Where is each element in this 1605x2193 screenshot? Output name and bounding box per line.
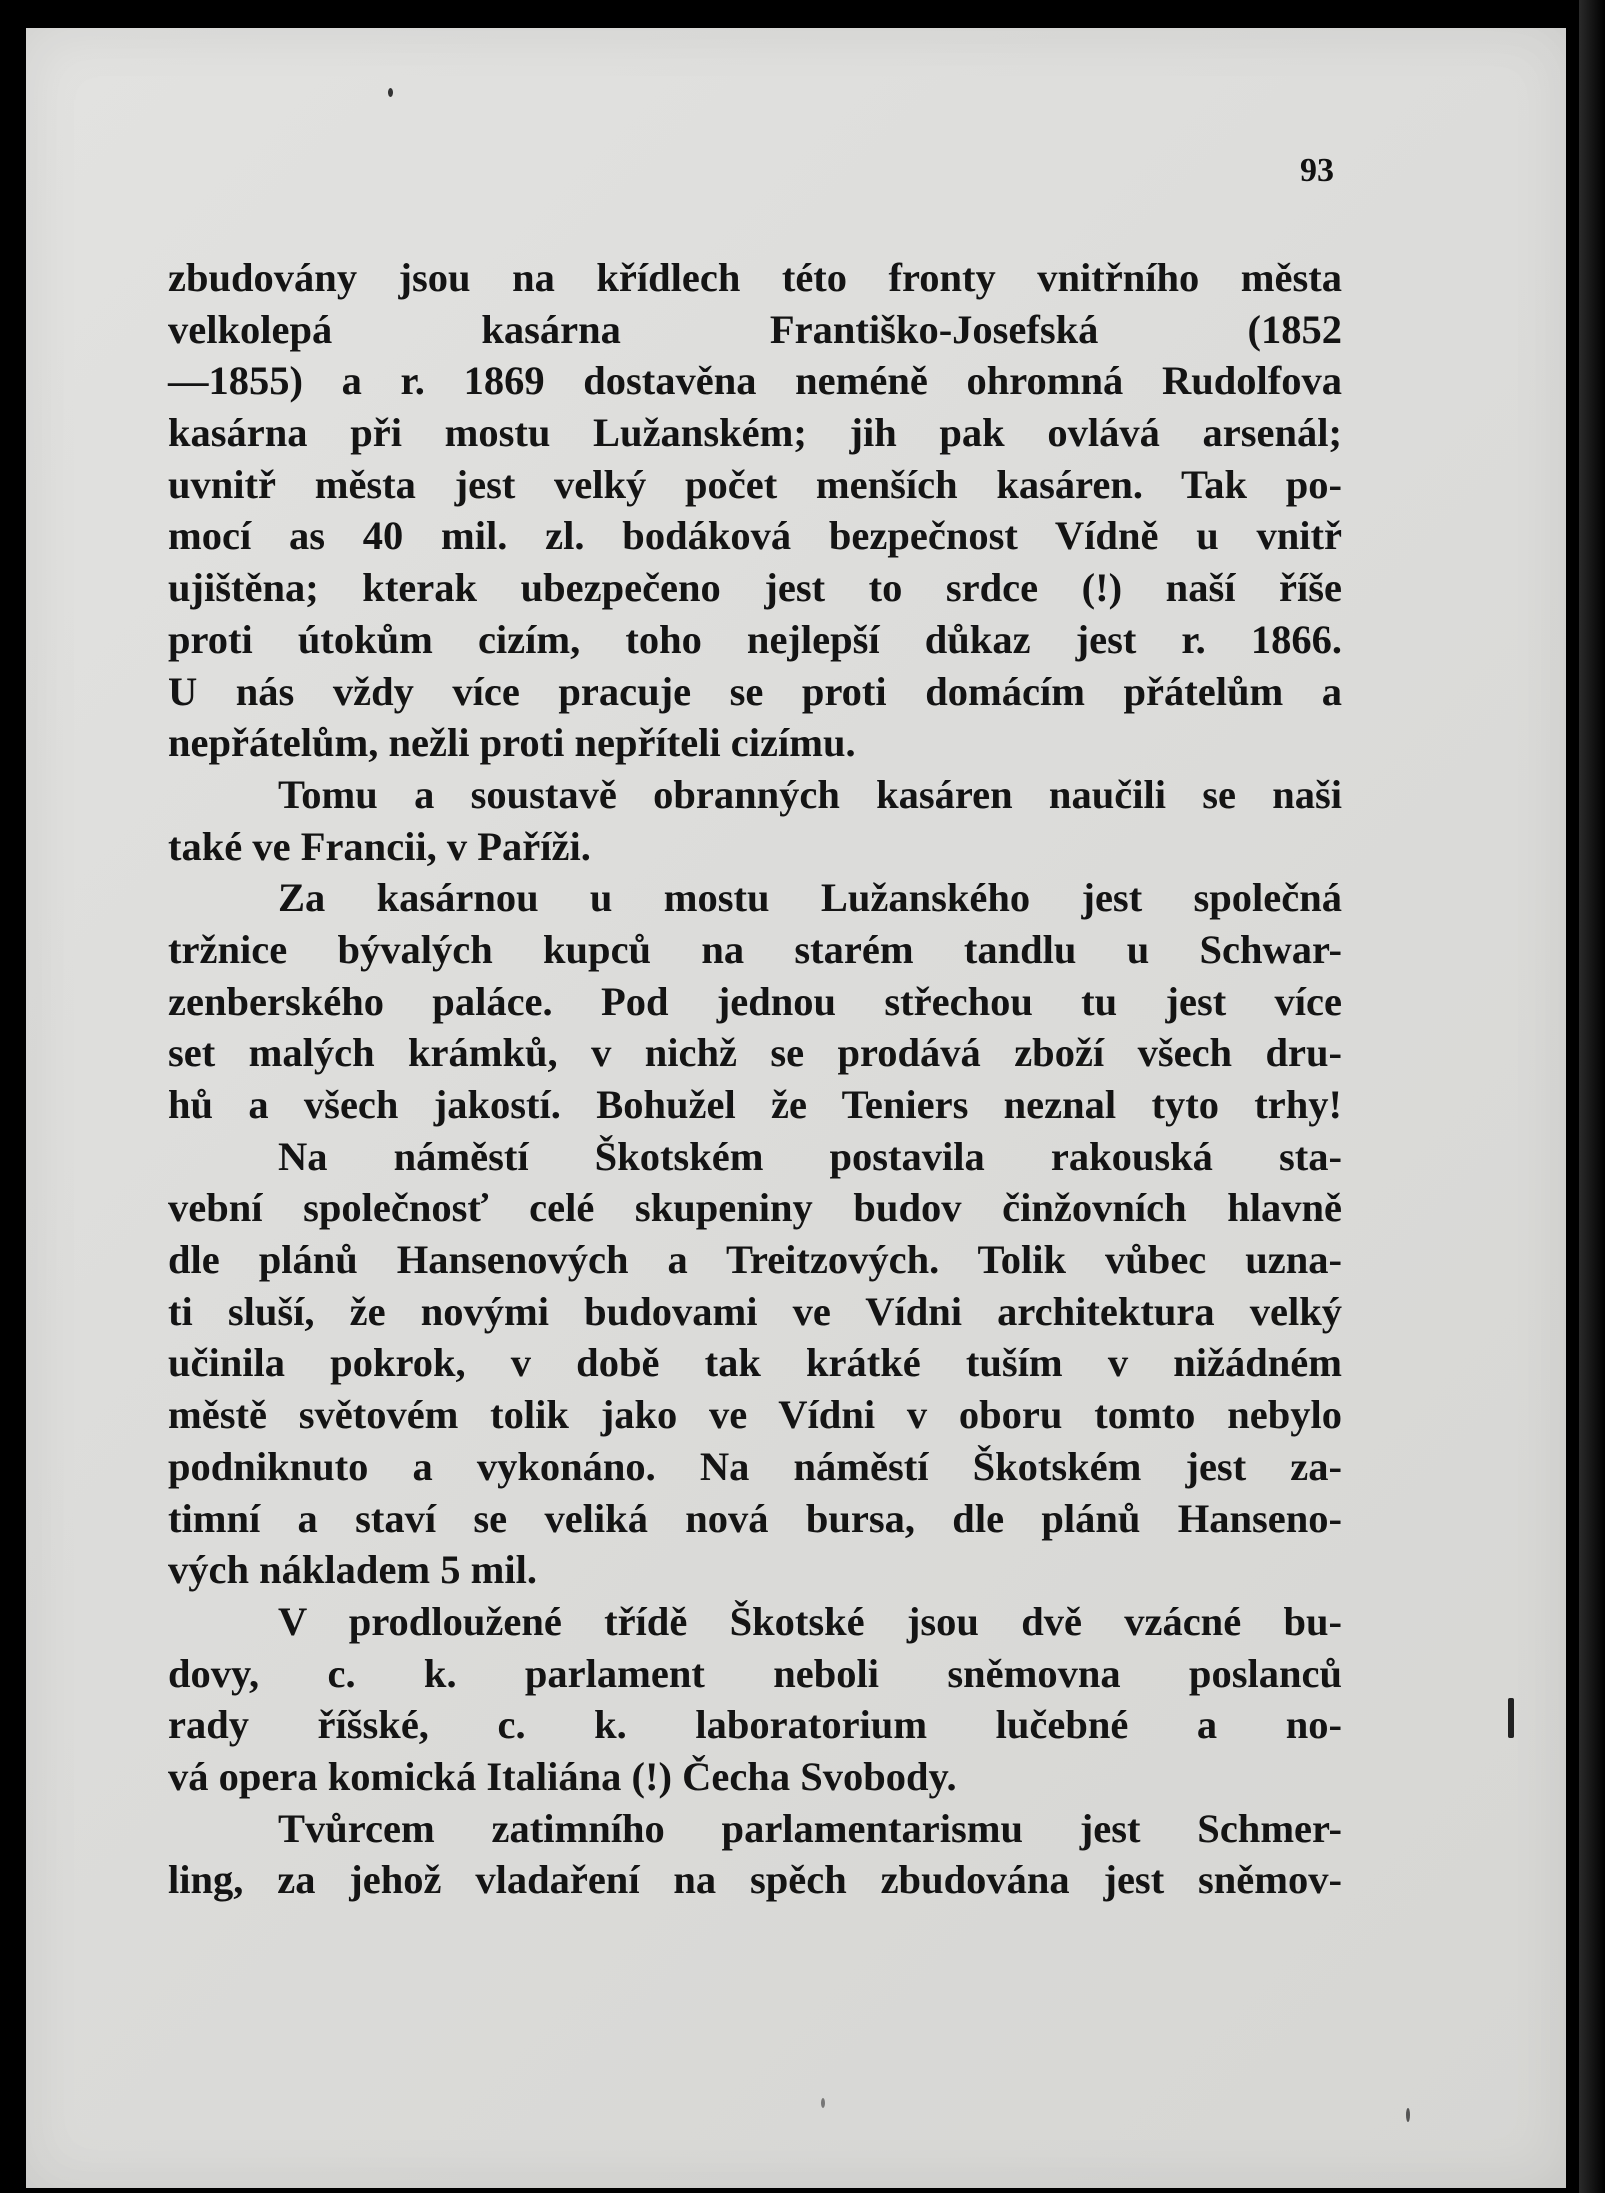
text-line: také ve Francii, v Paříži. bbox=[168, 823, 591, 869]
right-scan-border bbox=[1579, 0, 1605, 2193]
text-line: —1855) a r. 1869 dostavěna neméně ohromná Rudolfova bbox=[168, 358, 1342, 404]
page-body-text bbox=[168, 252, 1342, 1906]
page-number: 93 bbox=[1300, 152, 1334, 189]
text-line: vební společnosť celé skupeniny budov činžovních hlavně bbox=[168, 1185, 1342, 1231]
text-line: timní a staví se veliká nová bursa, dle plánů Hanseno- bbox=[168, 1495, 1342, 1541]
text-line: vých nákladem 5 mil. bbox=[168, 1547, 538, 1593]
text-line: rady říšské, c. k. laboratorium lučebné a no- bbox=[168, 1702, 1342, 1748]
text-line: proti útokům cizím, toho nejlepší důkaz jest r. 1866. bbox=[168, 616, 1342, 662]
text-line: uvnitř města jest velký počet menších kasáren. Tak po- bbox=[168, 461, 1342, 507]
text-line: tržnice bývalých kupců na starém tandlu u Schwar- bbox=[168, 926, 1342, 972]
text-line: nepřátelům, nežli proti nepříteli cizímu. bbox=[168, 720, 856, 766]
text-line: hů a všech jakostí. Bohužel že Teniers neznal tyto trhy! bbox=[168, 1082, 1342, 1127]
paper-speck bbox=[1406, 2108, 1410, 2122]
text-line: ujištěna; kterak ubezpečeno jest to srdce (!) naší říše bbox=[168, 565, 1342, 611]
text-line: Za kasárnou u mostu Lužanského jest společná bbox=[278, 875, 1342, 921]
left-scan-border bbox=[0, 0, 10, 2193]
text-line: ling, za jehož vladaření na spěch zbudována jest sněmov- bbox=[168, 1857, 1342, 1903]
paper-speck bbox=[821, 2098, 825, 2108]
text-line: dovy, c. k. parlament neboli sněmovna poslanců bbox=[168, 1650, 1342, 1696]
text-line: zbudovány jsou na křídlech této fronty vnitřního města bbox=[168, 255, 1342, 300]
text-line: set malých krámků, v nichž se prodává zboží všech dru- bbox=[168, 1030, 1342, 1076]
text-line: vá opera komická Italiána (!) Čecha Svobody. bbox=[168, 1753, 957, 1799]
paper-speck bbox=[1508, 1698, 1514, 1738]
text-line: V prodloužené třídě Škotské jsou dvě vzácné bu- bbox=[278, 1598, 1342, 1644]
text-line: ti sluší, že novými budovami ve Vídni architektura velký bbox=[168, 1288, 1342, 1334]
text-line: velkolepá kasárna Františko-Josefská (1852 bbox=[168, 306, 1342, 352]
text-line: Tomu a soustavě obranných kasáren naučili se naši bbox=[278, 771, 1342, 817]
text-line: U nás vždy více pracuje se proti domácím přátelům a bbox=[168, 668, 1342, 714]
text-line: podniknuto a vykonáno. Na náměstí Škotském jest za- bbox=[168, 1443, 1342, 1489]
text-line: zenberského paláce. Pod jednou střechou tu jest více bbox=[168, 978, 1342, 1024]
text-line: mocí as 40 mil. zl. bodáková bezpečnost Vídně u vnitř bbox=[168, 513, 1342, 559]
text-line: městě světovém tolik jako ve Vídni v oboru tomto nebylo bbox=[168, 1392, 1342, 1438]
text-line: Tvůrcem zatimního parlamentarismu jest Schmer- bbox=[278, 1805, 1342, 1851]
text-line: učinila pokrok, v době tak krátké tuším v nižádném bbox=[168, 1340, 1342, 1386]
paper-speck bbox=[388, 88, 393, 97]
text-line: dle plánů Hansenových a Treitzových. Tolik vůbec uzna- bbox=[168, 1237, 1342, 1283]
text-line: kasárna při mostu Lužanském; jih pak ovlává arsenál; bbox=[168, 410, 1342, 456]
text-line: Na náměstí Škotském postavila rakouská sta- bbox=[278, 1133, 1342, 1179]
